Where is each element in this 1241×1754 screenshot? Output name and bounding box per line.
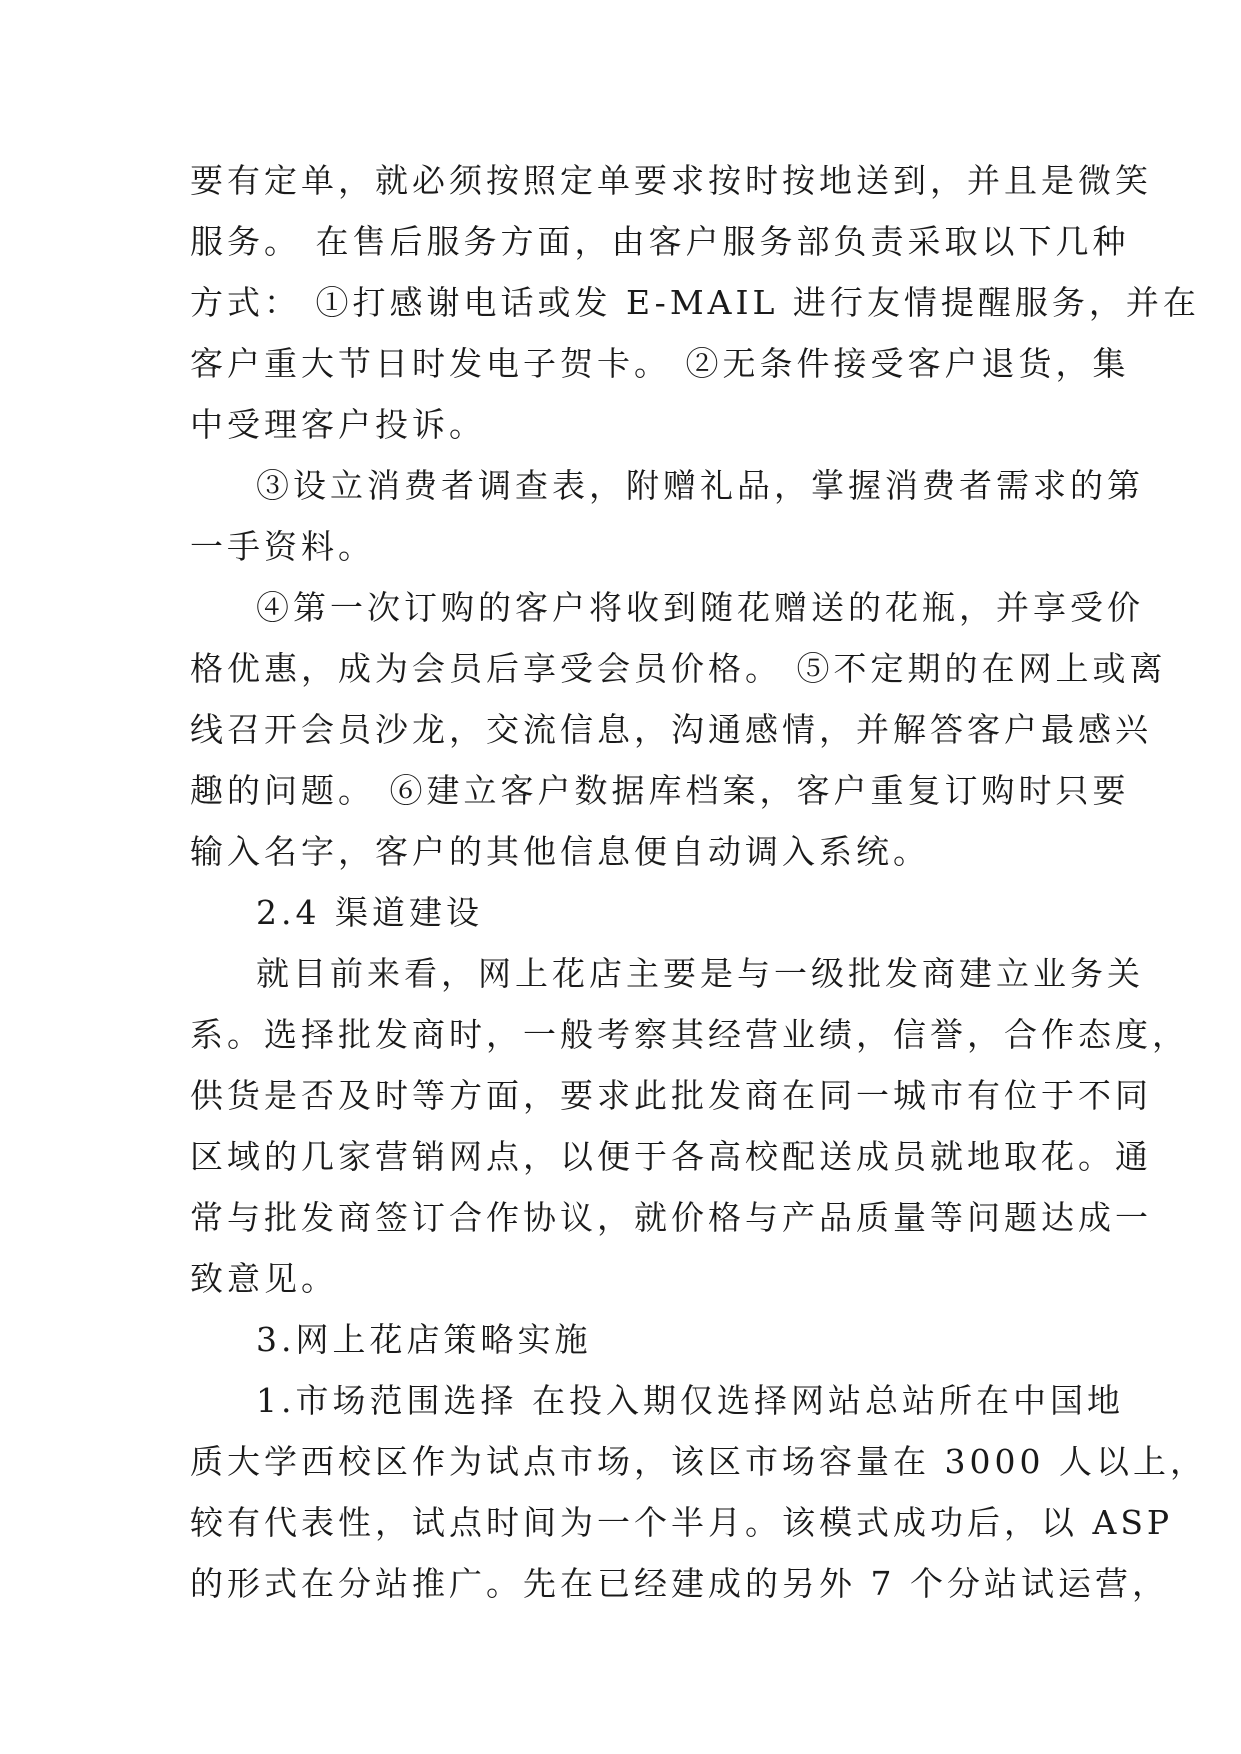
- section-heading: 2.4 渠道建设: [256, 893, 483, 932]
- text-line: 要有定单，就必须按照定单要求按时按地送到，并且是微笑: [190, 161, 1152, 200]
- section-heading: 3.网上花店策略实施: [256, 1320, 592, 1359]
- text-line: 常与批发商签订合作协议，就价格与产品质量等问题达成一: [190, 1198, 1152, 1237]
- text-line: 较有代表性，试点时间为一个半月。该模式成功后，以 ASP: [190, 1503, 1174, 1542]
- paragraph-start: ④第一次订购的客户将收到随花赠送的花瓶，并享受价: [256, 588, 1144, 627]
- text-line: 一手资料。: [190, 527, 375, 566]
- text-line: 的形式在分站推广。先在已经建成的另外 7 个分站试运营，: [190, 1564, 1169, 1603]
- text-line: 系。选择批发商时，一般考察其经营业绩，信誉，合作态度，: [190, 1015, 1189, 1054]
- paragraph-start: 就目前来看，网上花店主要是与一级批发商建立业务关: [256, 954, 1144, 993]
- text-line: 致意见。: [190, 1259, 338, 1298]
- paragraph-start: ③设立消费者调查表，附赠礼品，掌握消费者需求的第: [256, 466, 1144, 505]
- text-line: 方式： ①打感谢电话或发 E-MAIL 进行友情提醒服务，并在: [190, 283, 1200, 322]
- text-line: 中受理客户投诉。: [190, 405, 486, 444]
- text-line: 线召开会员沙龙，交流信息，沟通感情，并解答客户最感兴: [190, 710, 1152, 749]
- text-line: 客户重大节日时发电子贺卡。 ②无条件接受客户退货，集: [190, 344, 1130, 383]
- text-line: 服务。 在售后服务方面，由客户服务部负责采取以下几种: [190, 222, 1130, 261]
- text-line: 输入名字，客户的其他信息便自动调入系统。: [190, 832, 930, 871]
- text-line: 格优惠，成为会员后享受会员价格。 ⑤不定期的在网上或离: [190, 649, 1167, 688]
- text-line: 趣的问题。 ⑥建立客户数据库档案，客户重复订购时只要: [190, 771, 1130, 810]
- text-line: 区域的几家营销网点，以便于各高校配送成员就地取花。通: [190, 1137, 1152, 1176]
- paragraph-start: 1.市场范围选择 在投入期仅选择网站总站所在中国地: [256, 1381, 1124, 1420]
- body-text: [190, 150, 1207, 1614]
- text-line: 质大学西校区作为试点市场，该区市场容量在 3000 人以上，: [190, 1442, 1207, 1481]
- text-line: 供货是否及时等方面，要求此批发商在同一城市有位于不同: [190, 1076, 1152, 1115]
